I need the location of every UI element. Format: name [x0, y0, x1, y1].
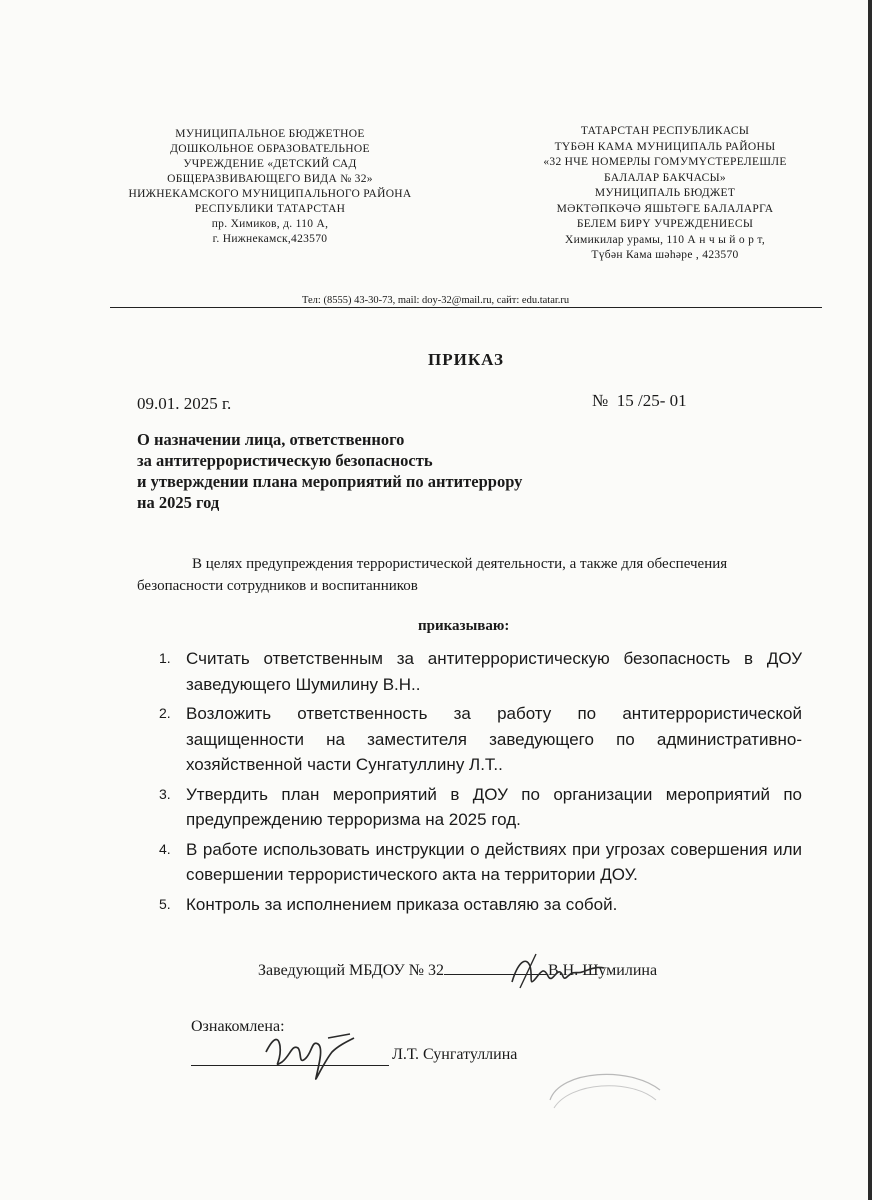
- item-number: 2.: [159, 705, 171, 721]
- item-number: 1.: [159, 650, 171, 666]
- document-date: 09.01. 2025 г.: [137, 394, 232, 413]
- header-divider: [110, 307, 822, 308]
- document-subject: [137, 429, 522, 513]
- header-right-tt: [530, 124, 800, 264]
- item-text: Контроль за исполнением приказа оставляю за собой.: [186, 894, 618, 914]
- header-left-line: ДОШКОЛЬНОЕ ОБРАЗОВАТЕЛЬНОЕ: [170, 143, 370, 155]
- order-item: [137, 646, 802, 697]
- item-text: Утвердить план мероприятий в ДОУ по организации мероприятий по предупреждению терроризма на 2025 год.: [186, 784, 802, 829]
- order-item: [137, 892, 802, 918]
- order-items: [137, 646, 802, 921]
- subject-line: и утверждении плана мероприятий по антитеррору: [137, 472, 523, 491]
- header-right-line: МУНИЦИПАЛЬ БЮДЖЕТ: [594, 187, 736, 199]
- header-left-ru: [110, 127, 430, 247]
- orders-word: приказываю:: [418, 618, 510, 634]
- contact-line: Тел: (8555) 43-30-73, mail: doy-32@mail.ru, сайт: edu.tatar.ru: [302, 295, 570, 306]
- header-left-line: РЕСПУБЛИКИ ТАТАРСТАН: [194, 203, 346, 215]
- ack-signature-icon: [258, 1022, 358, 1084]
- header-left-line: г. Нижнекамск,423570: [212, 233, 328, 245]
- order-item: [137, 837, 802, 888]
- head-name: В.Н. Шумилина: [547, 962, 658, 979]
- header-left-line: МУНИЦИПАЛЬНОЕ БЮДЖЕТНОЕ: [175, 128, 365, 140]
- head-title: Заведующий МБДОУ № 32: [258, 962, 444, 979]
- header-left-line: ОБЩЕРАЗВИВАЮЩЕГО ВИДА № 32»: [167, 173, 373, 185]
- item-text: В работе использовать инструкции о действиях при угрозах совершения или совершении террористического акта на территории ДОУ.: [186, 839, 802, 884]
- subject-line: за антитеррористическую безопасность: [137, 451, 433, 470]
- header-right-line: БЕЛЕМ БИРҮ УЧРЕЖДЕНИЕСЫ: [576, 218, 754, 230]
- preamble: [137, 553, 802, 597]
- item-text: Возложить ответственность за работу по антитеррористической защищенности на заместителя заведующего по административно-хозяйственной части Сунгатуллину Л.Т..: [186, 704, 802, 774]
- stamp-icon: [540, 1060, 670, 1140]
- subject-line: О назначении лица, ответственного: [137, 430, 405, 449]
- document-number: № 15 /25- 01: [592, 391, 687, 410]
- ack-name: Л.Т. Сунгатуллина: [392, 1046, 518, 1063]
- document-title: ПРИКАЗ: [428, 350, 504, 369]
- header-left-line: пр. Химиков, д. 110 А,: [211, 218, 329, 230]
- subject-line: на 2025 год: [137, 493, 220, 512]
- preamble-line: В целях предупреждения террористической деятельности, а также для обеспечения: [192, 556, 728, 572]
- header-right-line: БАЛАЛАР БАКЧАСЫ»: [604, 171, 726, 184]
- head-signature-icon: [500, 948, 610, 998]
- item-number: 4.: [159, 840, 171, 857]
- header-right-line: Түбән Кама шәһәре , 423570: [591, 249, 739, 261]
- header-right-line: Химикилар урамы, 110 А н ч ы й о р т,: [564, 233, 766, 246]
- preamble-line: безопасности сотрудников и воспитанников: [137, 578, 418, 594]
- item-number: 3.: [159, 785, 171, 802]
- order-item: [137, 701, 802, 778]
- header-right-line: ТҮБӘН КАМА МУНИЦИПАЛЬ РАЙОНЫ: [554, 140, 776, 153]
- header-right-line: «32 НЧЕ НОМЕРЛЫ ГОМУМҮСТЕРЕЛЕШЛЕ: [543, 156, 787, 168]
- item-text: Считать ответственным за антитеррористическую безопасность в ДОУ заведующего Шумилину В.Н..: [186, 649, 802, 694]
- order-item: [137, 782, 802, 833]
- item-number: 5.: [159, 895, 171, 912]
- header-right-line: МӘКТӘПКӘЧӘ ЯШЬТӘГЕ БАЛАЛАРГА: [556, 202, 774, 215]
- acknowledged-label: Ознакомлена:: [191, 1018, 285, 1035]
- scan-edge: [868, 0, 872, 1200]
- header-right-line: ТАТАРСТАН РЕСПУБЛИКАСЫ: [580, 125, 750, 137]
- header-left-line: НИЖНЕКАМСКОГО МУНИЦИПАЛЬНОГО РАЙОНА: [128, 188, 412, 200]
- header-left-line: УЧРЕЖДЕНИЕ «ДЕТСКИЙ САД: [183, 158, 357, 170]
